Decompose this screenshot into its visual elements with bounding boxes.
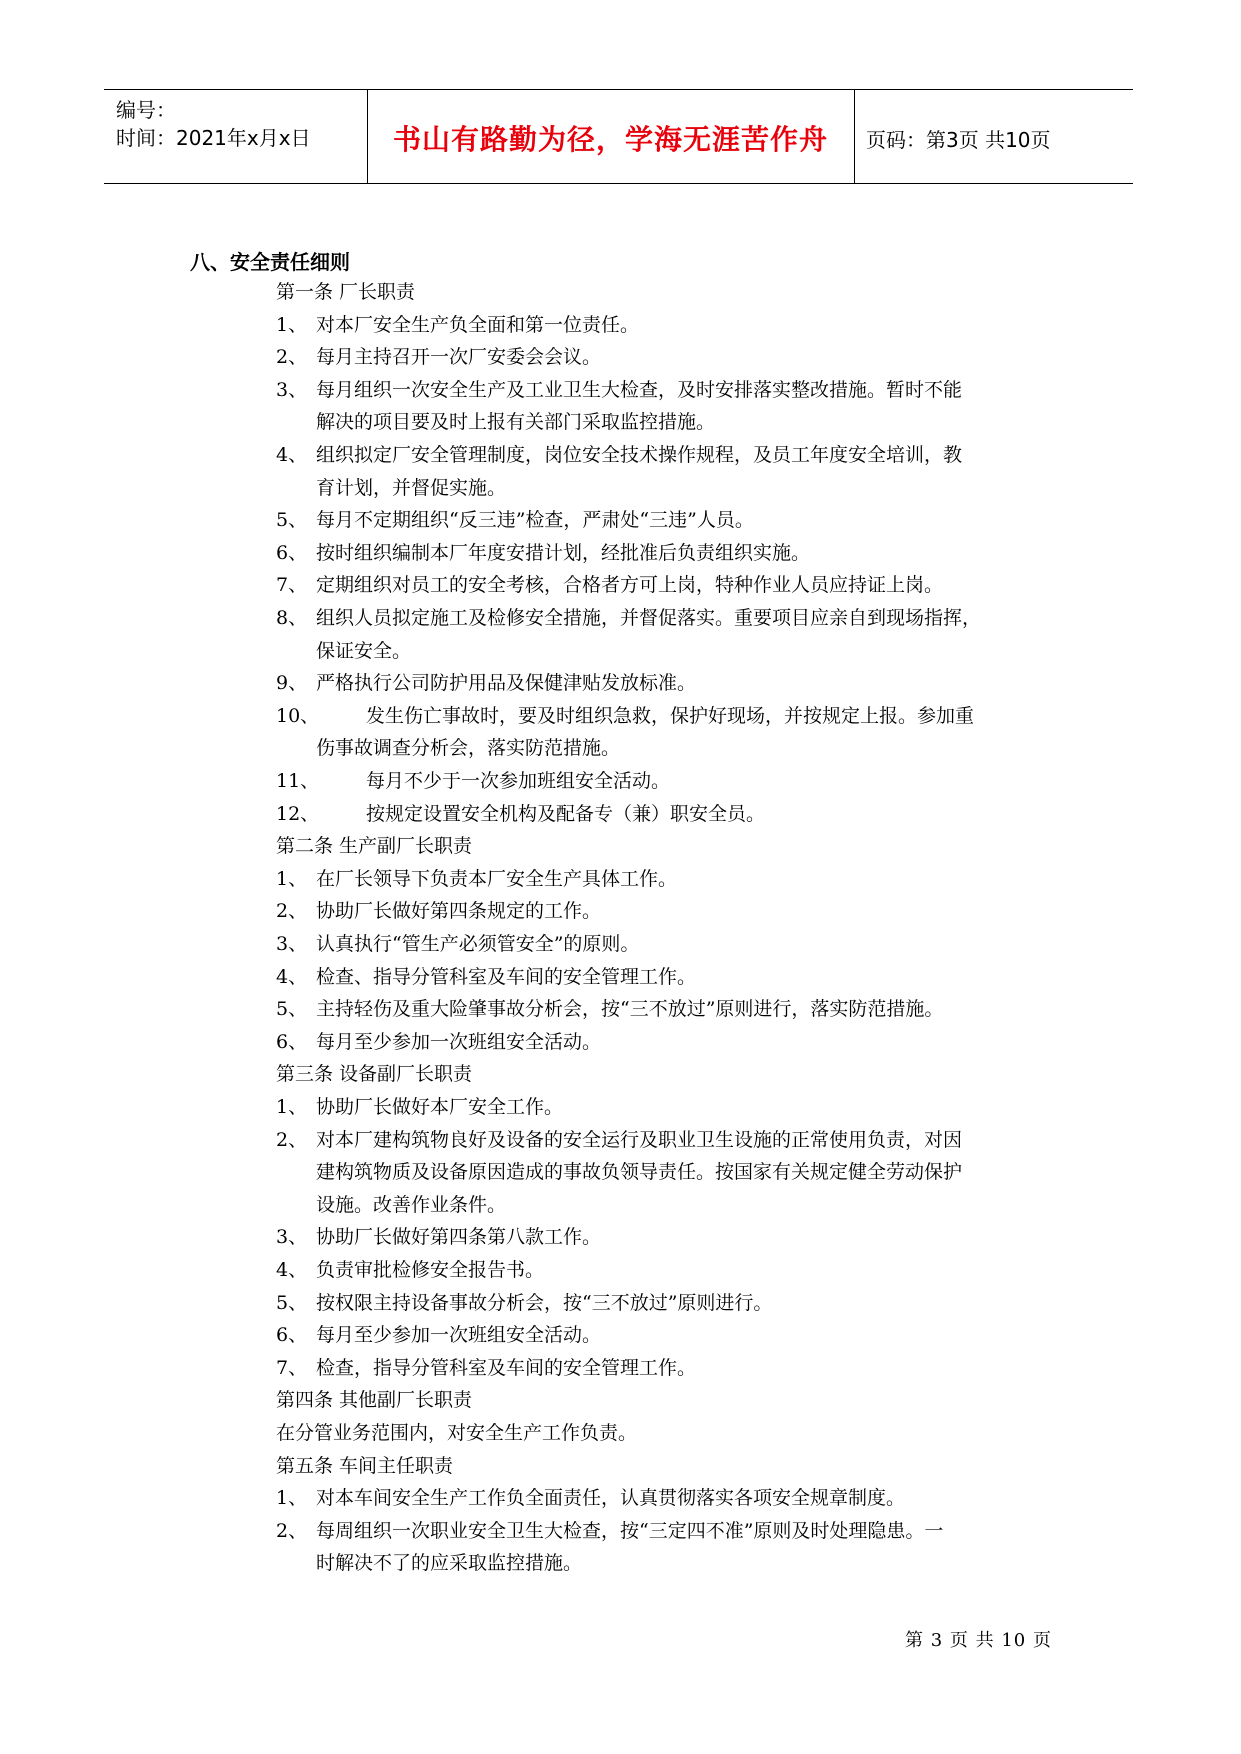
list-item-number: 2、 xyxy=(276,346,308,368)
list-item-text: 严格执行公司防护用品及保健津贴发放标准。 xyxy=(316,672,697,694)
list-item xyxy=(276,1258,544,1282)
page-footer: 第 3 页 共 10 页 xyxy=(905,1630,1052,1651)
list-item-text: 每月不定期组织“反三违”检查，严肃处“三违”人员。 xyxy=(316,509,754,531)
list-item xyxy=(276,345,601,369)
article-heading: 在分管业务范围内，对安全生产工作负责。 xyxy=(276,1422,638,1444)
document-time-label: 时间：2021年x月x日 xyxy=(116,126,311,150)
list-item-number: 4、 xyxy=(276,966,308,988)
list-item xyxy=(276,313,639,337)
list-item-text: 认真执行“管生产必须管安全”的原则。 xyxy=(316,933,640,955)
list-item-text: 发生伤亡事故时，要及时组织急救，保护好现场，并按规定上报。参加重 xyxy=(366,705,975,727)
list-item-number: 3、 xyxy=(276,1226,308,1248)
list-item-number: 4、 xyxy=(276,1259,308,1281)
list-item-text: 协助厂长做好本厂安全工作。 xyxy=(316,1096,564,1118)
list-item xyxy=(276,1486,905,1510)
article-heading: 第一条 厂长职责 xyxy=(276,281,416,303)
list-item-number: 2、 xyxy=(276,1129,308,1151)
list-item xyxy=(276,443,962,467)
header-motto-cell xyxy=(367,90,855,183)
list-item-number: 10、 xyxy=(276,705,320,727)
list-item-text: 协助厂长做好第四条规定的工作。 xyxy=(316,900,602,922)
list-item xyxy=(276,1323,601,1347)
list-item xyxy=(276,378,962,402)
list-item-number: 11、 xyxy=(276,770,320,792)
list-item xyxy=(276,541,810,565)
list-item-number: 7、 xyxy=(276,574,308,596)
list-item-number: 1、 xyxy=(276,1096,308,1118)
list-item-text: 检查、指导分管科室及车间的安全管理工作。 xyxy=(316,966,697,988)
article-heading: 第五条 车间主任职责 xyxy=(276,1455,454,1477)
list-item xyxy=(276,769,670,793)
list-item-text: 每月至少参加一次班组安全活动。 xyxy=(316,1031,602,1053)
document-number-label: 编号： xyxy=(116,98,176,122)
list-item xyxy=(276,606,981,630)
list-item xyxy=(276,867,677,891)
list-item-text: 对本厂建构筑物良好及设备的安全运行及职业卫生设施的正常使用负责，对因 xyxy=(316,1129,963,1151)
list-item-text: 按时组织编制本厂年度安措计划，经批准后负责组织实施。 xyxy=(316,542,811,564)
list-item-number: 3、 xyxy=(276,379,308,401)
list-item-text: 协助厂长做好第四条第八款工作。 xyxy=(316,1226,602,1248)
header-page-cell xyxy=(854,90,1133,183)
list-item-continuation: 解决的项目要及时上报有关部门采取监控措施。 xyxy=(316,411,716,433)
article-heading: 第三条 设备副厂长职责 xyxy=(276,1063,473,1085)
list-item xyxy=(276,1291,772,1315)
section-title: 八、安全责任细则 xyxy=(190,250,350,274)
list-item-text: 每月不少于一次参加班组安全活动。 xyxy=(366,770,671,792)
header-motto: 书山有路勤为径，学海无涯苦作舟 xyxy=(392,123,828,156)
list-item-number: 5、 xyxy=(276,509,308,531)
list-item-continuation: 育计划，并督促实施。 xyxy=(316,477,507,499)
list-item xyxy=(276,802,765,826)
list-item-continuation: 伤事故调查分析会，落实防范措施。 xyxy=(316,737,621,759)
list-item-number: 8、 xyxy=(276,607,308,629)
list-item-text: 负责审批检修安全报告书。 xyxy=(316,1259,545,1281)
header-info-cell xyxy=(104,90,368,183)
list-item xyxy=(276,1030,601,1054)
list-item xyxy=(276,508,754,532)
list-item xyxy=(276,932,639,956)
list-item-text: 在厂长领导下负责本厂安全生产具体工作。 xyxy=(316,868,678,890)
list-item-number: 3、 xyxy=(276,933,308,955)
list-item-number: 6、 xyxy=(276,1324,308,1346)
list-item-text: 组织人员拟定施工及检修安全措施，并督促落实。重要项目应亲自到现场指挥， xyxy=(316,607,982,629)
list-item xyxy=(276,704,974,728)
list-item-number: 1、 xyxy=(276,868,308,890)
list-item-text: 每月主持召开一次厂安委会会议。 xyxy=(316,346,602,368)
list-item xyxy=(276,1095,563,1119)
list-item xyxy=(276,573,943,597)
list-item-text: 对本车间安全生产工作负全面责任，认真贯彻落实各项安全规章制度。 xyxy=(316,1487,906,1509)
list-item-text: 定期组织对员工的安全考核，合格者方可上岗，特种作业人员应持证上岗。 xyxy=(316,574,944,596)
page-header xyxy=(104,89,1133,184)
list-item-number: 4、 xyxy=(276,444,308,466)
list-item-text: 按权限主持设备事故分析会，按“三不放过”原则进行。 xyxy=(316,1292,773,1314)
list-item xyxy=(276,1128,962,1152)
list-item-text: 每周组织一次职业安全卫生大检查，按“三定四不准”原则及时处理隐患。一 xyxy=(316,1520,944,1542)
list-item-continuation: 时解决不了的应采取监控措施。 xyxy=(316,1552,583,1574)
list-item-text: 组织拟定厂安全管理制度，岗位安全技术操作规程，及员工年度安全培训，教 xyxy=(316,444,963,466)
list-item-number: 2、 xyxy=(276,900,308,922)
list-item xyxy=(276,965,696,989)
list-item xyxy=(276,1225,601,1249)
list-item xyxy=(276,1356,696,1380)
list-item-text: 按规定设置安全机构及配备专（兼）职安全员。 xyxy=(366,803,766,825)
list-item-continuation: 保证安全。 xyxy=(316,640,412,662)
list-item-continuation: 建构筑物质及设备原因造成的事故负领导责任。按国家有关规定健全劳动保护 xyxy=(316,1161,963,1183)
list-item-text: 每月组织一次安全生产及工业卫生大检查，及时安排落实整改措施。暂时不能 xyxy=(316,379,963,401)
list-item-number: 7、 xyxy=(276,1357,308,1379)
list-item-number: 1、 xyxy=(276,314,308,336)
list-item-text: 每月至少参加一次班组安全活动。 xyxy=(316,1324,602,1346)
list-item xyxy=(276,671,696,695)
list-item-text: 主持轻伤及重大险肇事故分析会，按“三不放过”原则进行，落实防范措施。 xyxy=(316,998,944,1020)
list-item-number: 6、 xyxy=(276,1031,308,1053)
list-item-number: 1、 xyxy=(276,1487,308,1509)
article-heading: 第四条 其他副厂长职责 xyxy=(276,1389,473,1411)
list-item xyxy=(276,1519,943,1543)
list-item-number: 6、 xyxy=(276,542,308,564)
list-item-number: 2、 xyxy=(276,1520,308,1542)
article-heading: 第二条 生产副厂长职责 xyxy=(276,835,473,857)
list-item-number: 5、 xyxy=(276,998,308,1020)
list-item-number: 5、 xyxy=(276,1292,308,1314)
list-item-text: 对本厂安全生产负全面和第一位责任。 xyxy=(316,314,640,336)
list-item xyxy=(276,997,943,1021)
list-item-text: 检查，指导分管科室及车间的安全管理工作。 xyxy=(316,1357,697,1379)
list-item-continuation: 设施。改善作业条件。 xyxy=(316,1194,507,1216)
header-page-number: 页码：第3页 共10页 xyxy=(866,128,1051,152)
list-item-number: 9、 xyxy=(276,672,308,694)
list-item xyxy=(276,899,601,923)
list-item-number: 12、 xyxy=(276,803,320,825)
